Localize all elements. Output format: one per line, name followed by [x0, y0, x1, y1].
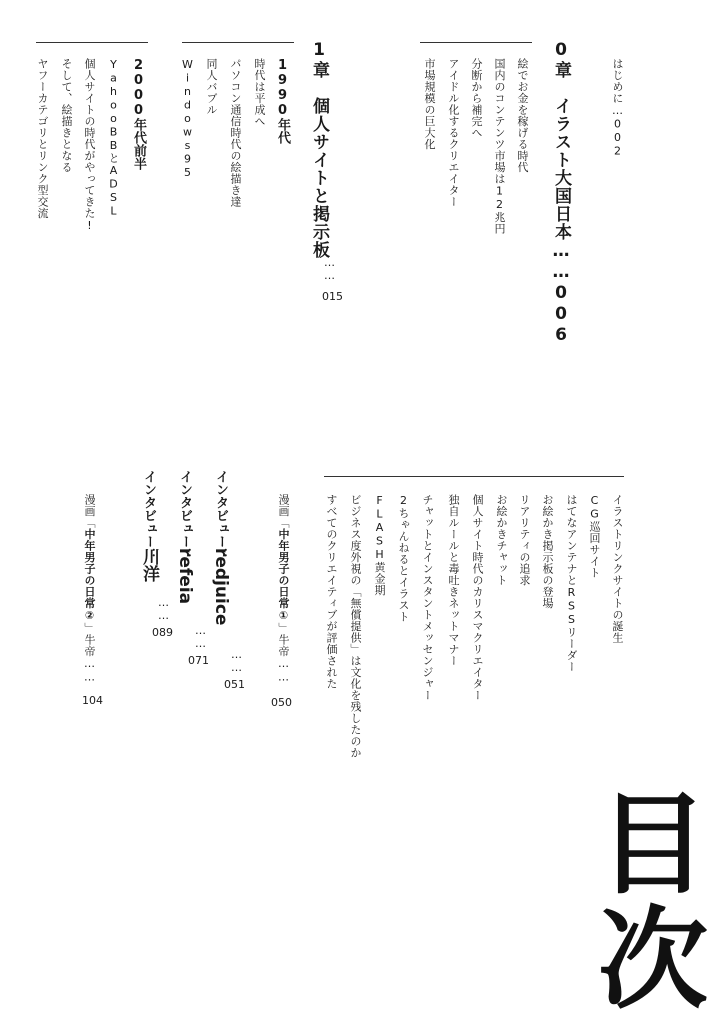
interview-2-prefix: インタビュー：	[177, 470, 192, 561]
lower-list-item: お絵かきチャット	[495, 494, 508, 586]
section-1990-item: パソコン通信時代の絵描き達	[229, 58, 242, 208]
section-1990-item: 時代は平成へ	[253, 58, 266, 127]
interview-3-prefix: インタビュー：	[141, 470, 156, 561]
chapter-0-item: 市場規模の巨大化	[423, 58, 436, 150]
chapter-0-item: 分断から補完へ	[470, 58, 483, 139]
manga-2-prefix: 漫画「	[83, 494, 96, 529]
manga-1-title: 中年男子の日常①	[277, 528, 290, 623]
manga-2-title: 中年男子の日常②	[83, 528, 96, 623]
section-2000-item: YahooBBとADSL	[107, 58, 120, 218]
manga-1-entry	[278, 494, 289, 684]
lower-list-item: FLASH黄金期	[373, 494, 386, 596]
interview-1-dots: ……	[230, 648, 243, 674]
interview-1-prefix: インタビュー：	[213, 470, 228, 561]
lower-list-item: CG巡回サイト	[588, 494, 601, 579]
section-1990-item: 同人バブル	[205, 58, 218, 116]
interview-1-name: redjuice	[211, 548, 231, 626]
section-2000-heading: 2000年代前半	[131, 58, 146, 170]
manga-1-page: 050	[271, 696, 292, 709]
chapter-0-item: アイドル化するクリエイター	[447, 58, 460, 208]
lower-list-item: はてなアンテナとRSSリーダー	[565, 494, 578, 673]
section-2000-item: 個人サイトの時代がやってきた!	[83, 58, 96, 233]
interview-3-dots: ……	[157, 596, 170, 622]
manga-2-page: 104	[82, 694, 103, 707]
divider-rule	[36, 42, 148, 43]
chapter-0-item: 国内のコンテンツ市場は12兆円	[493, 58, 506, 235]
toc-title-char-2: 次	[598, 896, 708, 1024]
chapter-0-item: 絵でお金を稼げる時代	[516, 58, 529, 173]
lower-list-item: 独自ルールと毒吐きネットマナー	[447, 494, 460, 667]
interview-3-name: 川洋	[139, 548, 159, 582]
lower-list-item: お絵かき掲示板の登場	[541, 494, 554, 609]
manga-1-suffix: 」牛帝……	[277, 622, 290, 684]
lower-list-item: ビジネス度外視の「無償提供」は文化を残したのか	[349, 494, 362, 759]
section-2000-item: そして、絵描きとなる	[60, 58, 73, 173]
chapter-1-heading: 1章 個人サイトと掲示板	[309, 40, 329, 259]
divider-rule	[324, 476, 624, 477]
manga-2-suffix: 」牛帝……	[83, 622, 96, 684]
lower-list-item: すべてのクリエイティブが評価された	[325, 494, 338, 690]
lower-list-item: リアリティの追求	[518, 494, 531, 586]
divider-rule	[182, 42, 294, 43]
lower-list-item: 2ちゃんねるとイラスト	[397, 494, 410, 623]
lower-list-item: チャットとインスタントメッセンジャー	[421, 494, 434, 701]
interview-2-page: 071	[188, 654, 209, 667]
toc-intro: はじめに…002	[611, 58, 624, 158]
interview-2-name: refeia	[175, 548, 195, 605]
chapter-1-page: 015	[322, 290, 343, 303]
divider-rule	[420, 42, 532, 43]
lower-list-item: 個人サイト時代のカリスマクリエイター	[471, 494, 484, 701]
section-1990-heading: 1990年代	[275, 58, 290, 144]
manga-1-prefix: 漫画「	[277, 494, 290, 529]
chapter-0-heading: 0章 イラスト大国日本……006	[551, 40, 571, 346]
manga-2-entry	[84, 494, 95, 684]
interview-2-dots: ……	[194, 624, 207, 650]
interview-1-page: 051	[224, 678, 245, 691]
section-2000-item: ヤフーカテゴリとリンク型交流	[36, 58, 49, 219]
section-1990-item: Windows95	[181, 58, 194, 180]
chapter-1-dots: ……	[323, 256, 336, 282]
interview-3-page: 089	[152, 626, 173, 639]
lower-list-item: イラストリンクサイトの誕生	[611, 494, 624, 644]
toc-title-char-1: 目	[598, 781, 708, 909]
